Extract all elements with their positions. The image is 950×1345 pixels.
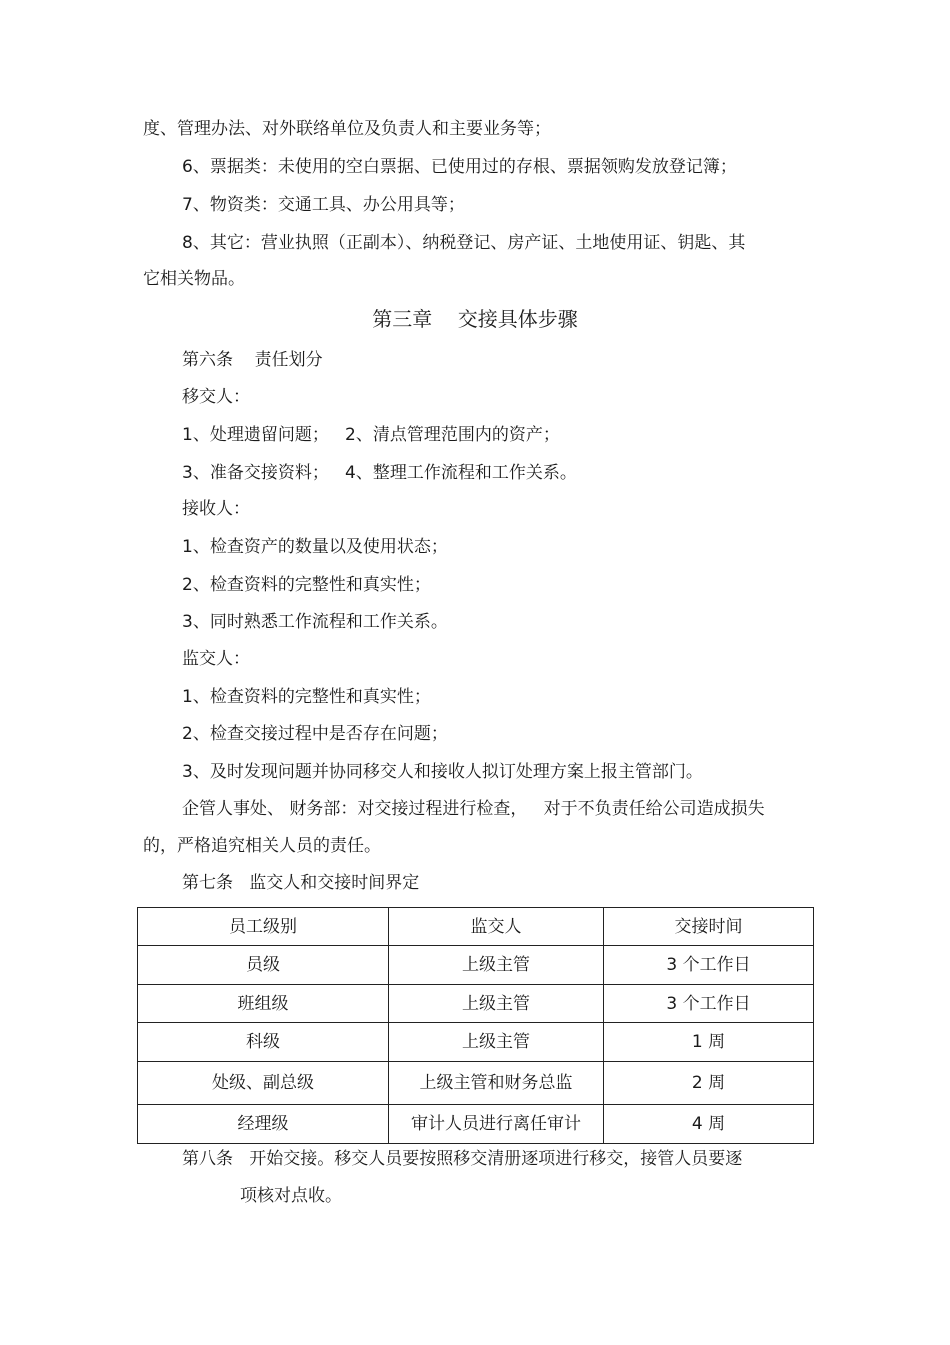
table-cell: 员级 [138,946,389,985]
transferor-label: 移交人： [182,387,250,407]
table-cell: 3 个工作日 [604,946,814,985]
table-cell: 科级 [138,1023,389,1062]
table-cell: 1 周 [604,1023,814,1062]
supervisor-item: 3、及时发现问题并协同移交人和接收人拟订处理方案上报主管部门。 [182,762,703,782]
paragraph-bills: 6、票据类：未使用的空白票据、已使用过的存根、票据领购发放登记簿； [182,157,737,177]
table-cell: 2 周 [604,1062,814,1105]
table-header-cell: 监交人 [389,908,604,946]
supervisor-item: 2、检查交接过程中是否存在问题； [182,724,448,744]
table-cell: 3 个工作日 [604,985,814,1023]
table-cell: 上级主管 [389,985,604,1023]
table-row [138,946,814,985]
table-header-cell: 交接时间 [604,908,814,946]
table-cell: 上级主管 [389,1023,604,1062]
table-cell: 4 周 [604,1105,814,1144]
hr-finance-line2: 的，严格追究相关人员的责任。 [143,836,381,856]
paragraph-others-line2: 它相关物品。 [143,269,245,289]
table-row [138,985,814,1023]
table-header-cell: 员工级别 [138,908,389,946]
transferor-line2: 3、准备交接资料； 4、整理工作流程和工作关系。 [182,463,577,483]
paragraph-management-rules: 度、管理办法、对外联络单位及负责人和主要业务等； [143,119,551,139]
hr-finance-line1: 企管人事处、 财务部：对交接过程进行检查， 对于不负责任给公司造成损失 [182,799,765,819]
article6-heading: 第六条 责任划分 [182,350,323,370]
article7-heading: 第七条 监交人和交接时间界定 [182,873,420,893]
supervisor-item: 1、检查资料的完整性和真实性； [182,687,431,707]
table-row [138,1023,814,1062]
table-cell: 审计人员进行离任审计 [389,1105,604,1144]
table-header-row [138,908,814,946]
transferor-line1: 1、处理遗留问题； 2、清点管理范围内的资产； [182,425,560,445]
article8-line2: 项核对点收。 [240,1186,342,1206]
table-row [138,1105,814,1144]
article8-line1: 第八条 开始交接。移交人员要按照移交清册逐项进行移交，接管人员要逐 [182,1149,743,1169]
table-cell: 班组级 [138,985,389,1023]
table-cell: 上级主管和财务总监 [389,1062,604,1105]
receiver-item: 2、检查资料的完整性和真实性； [182,575,431,595]
receiver-label: 接收人： [182,499,250,519]
table-cell: 上级主管 [389,946,604,985]
table-row [138,1062,814,1105]
handover-time-table [137,907,814,1144]
receiver-item: 3、同时熟悉工作流程和工作关系。 [182,612,448,632]
paragraph-others-line1: 8、其它：营业执照（正副本）、纳税登记、房产证、土地使用证、钥匙、其 [182,233,746,253]
chapter-title: 第三章 交接具体步骤 [372,307,578,331]
table-cell: 经理级 [138,1105,389,1144]
paragraph-materials: 7、物资类：交通工具、办公用具等； [182,195,465,215]
table-cell: 处级、副总级 [138,1062,389,1105]
receiver-item: 1、检查资产的数量以及使用状态； [182,537,448,557]
supervisor-label: 监交人： [182,649,250,669]
